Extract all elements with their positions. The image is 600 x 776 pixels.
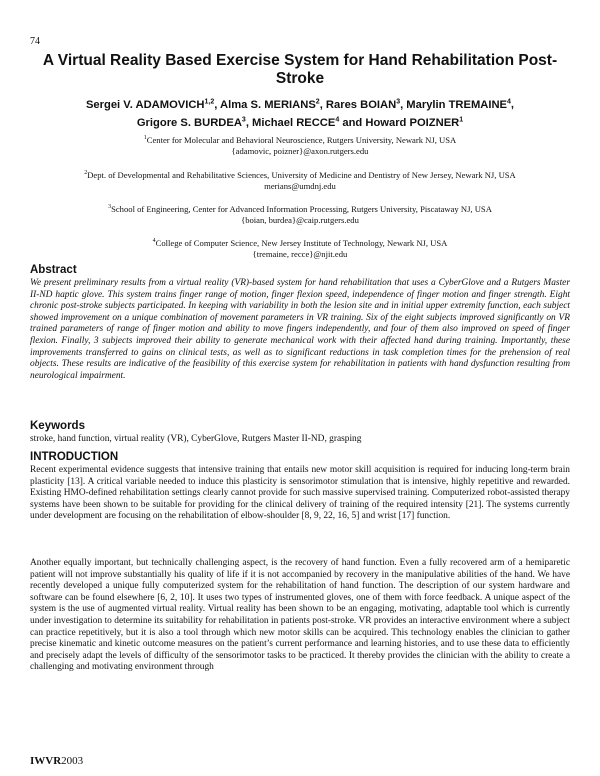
footer-year: 2003 [61,755,84,767]
affiliation-3: $^3$School of Engineering, Center for Advanced Information Processing, Rutgers University, Piscataway NJ, USA {boian, burdea}@caip.rutgers.edu [20,202,580,227]
author-list [50,94,550,131]
author: and Howard POIZNER$^1$ [339,116,464,130]
author-line-2 [50,113,550,132]
affiliation-email: {tremaine, recce}@njit.edu [252,249,348,260]
affiliation-email: {boian, burdea}@caip.rutgers.edu [241,215,359,226]
introduction-heading: INTRODUCTION [30,451,119,463]
affiliation-1: $^1$Center for Molecular and Behavioral Neuroscience, Rutgers University, Newark NJ, USA {adamovic, poizner}@axon.rutgers.edu [20,133,580,158]
author: , Rares BOIAN$^3$ [319,98,401,111]
intro-paragraph-2: Another equally important, but technically challenging aspect, is the recovery of hand function. Even a fully recovered arm of a hemiparetic patient will not improve substantially his quality of life if it is not accompanied by recovery in the manipulative abilities of the hand. We have recently developed a unique fully computerized system for the rehabilitation of hand function. The description of our system hardware and software can be found elsewhere [6, 2, 10]. It uses two types of instrumented gloves, one of them with force feedback. A unique aspect of the system is the use of augmented virtual reality. Virtual reality has been shown to be an engaging, motivating, adaptable tool which is currently under investigation to determine its suitability for rehabilitation in patients post-stroke. VR provides an interactive environment where a subject can practice repetitively, but it is also a tool through which new motor skills can be acquired. This technology enables the clinician to gather precise kinematic and kinetic outcome measures on the patient’s current performance and learning histories, and to use these data to efficiently and precisely adapt the levels of difficulty of the sensorimotor tasks to be practiced. It thereby provides the clinician with the ability to create a challenging and motivating environment through [30,558,570,673]
affiliation-4: $^4$College of Computer Science, New Jersey Institute of Technology, Newark NJ, USA {tremaine, recce}@njit.edu [20,236,580,261]
author: , Marylin TREMAINE$^4$ [400,98,511,111]
intro-paragraph-1: Recent experimental evidence suggests that intensive training that entails new motor skill acquisition is required for inducing long-term brain plasticity [13]. A critical variable needed to induce this plasticity is sensorimotor stimulation that is intensive, highly repetitive and rewarded. Existing HMO-defined rehabilitation settings clearly cannot provide for such massive supervised training. Computerized robot-assisted therapy systems have been shown to be suitable for providing for the clinical delivery of training of the required intensity [21]. The systems currently under development are focusing on the rehabilitation of elbow-shoulder [8, 9, 22, 16, 5] and wrist [17] function. [30,465,570,522]
footer-conference: IWVR [30,755,62,767]
author-line-1: Sergei V. ADAMOVICH$^{1,2}$, Alma S. MERIANS$^2$, Rares BOIAN$^3$, Marylin TREMAINE$^4$, [85,98,515,111]
author: , Alma S. MERIANS$^2$ [214,98,320,111]
affiliation-email: {adamovic, poizner}@axon.rutgers.edu [231,146,369,157]
author: , Michael RECCE$^4$ [245,116,340,130]
abstract-text: We present preliminary results from a virtual reality (VR)-based system for hand rehabilitation that uses a CyberGlove and a Rutgers Master II-ND haptic glove. This system trains finger range of motion, finger flexion speed, independence of finger motion and finger strength. Eight chronic post-stroke subjects participated. In keeping with variability in both the lesion site and in initial upper extremity function, each subject showed improvement on a unique combination of movement parameters in VR training. Six of the eight subjects improved significantly on VR trained parameters of range of finger motion and ability to move fingers independently, and four of them also improved on speed of finger flexion. Finally, 3 subjects improved their ability to generate mechanical work with their affected hand during training. Importantly, these improvements transferred to gains on clinical tests, as well as to significant reductions in task completion times for the prehension of real objects. These results are indicative of the feasibility of this exercise system for rehabilitation in patients with hand dysfunction resulting from neurological impairment. [30,278,570,381]
keywords-heading: Keywords [30,420,85,432]
paper-title: A Virtual Reality Based Exercise System for Hand Rehabilitation Post-Stroke [42,52,558,87]
author: Sergei V. ADAMOVICH$^{1,2}$ [85,98,215,111]
footer [30,755,83,767]
affiliation-email: merians@umdnj.edu [264,181,336,192]
page-number: 74 [30,36,40,47]
author: Grigore S. BURDEA$^3$ [136,116,246,130]
abstract-heading: Abstract [30,264,77,276]
keywords-text: stroke, hand function, virtual reality (VR), CyberGlove, Rutgers Master II-ND, grasping [30,434,362,444]
affiliation-2: $^2$Dept. of Developmental and Rehabilitative Sciences, University of Medicine and Dentistry of New Jersey, Newark NJ, USA merians@umdnj.edu [20,168,580,193]
